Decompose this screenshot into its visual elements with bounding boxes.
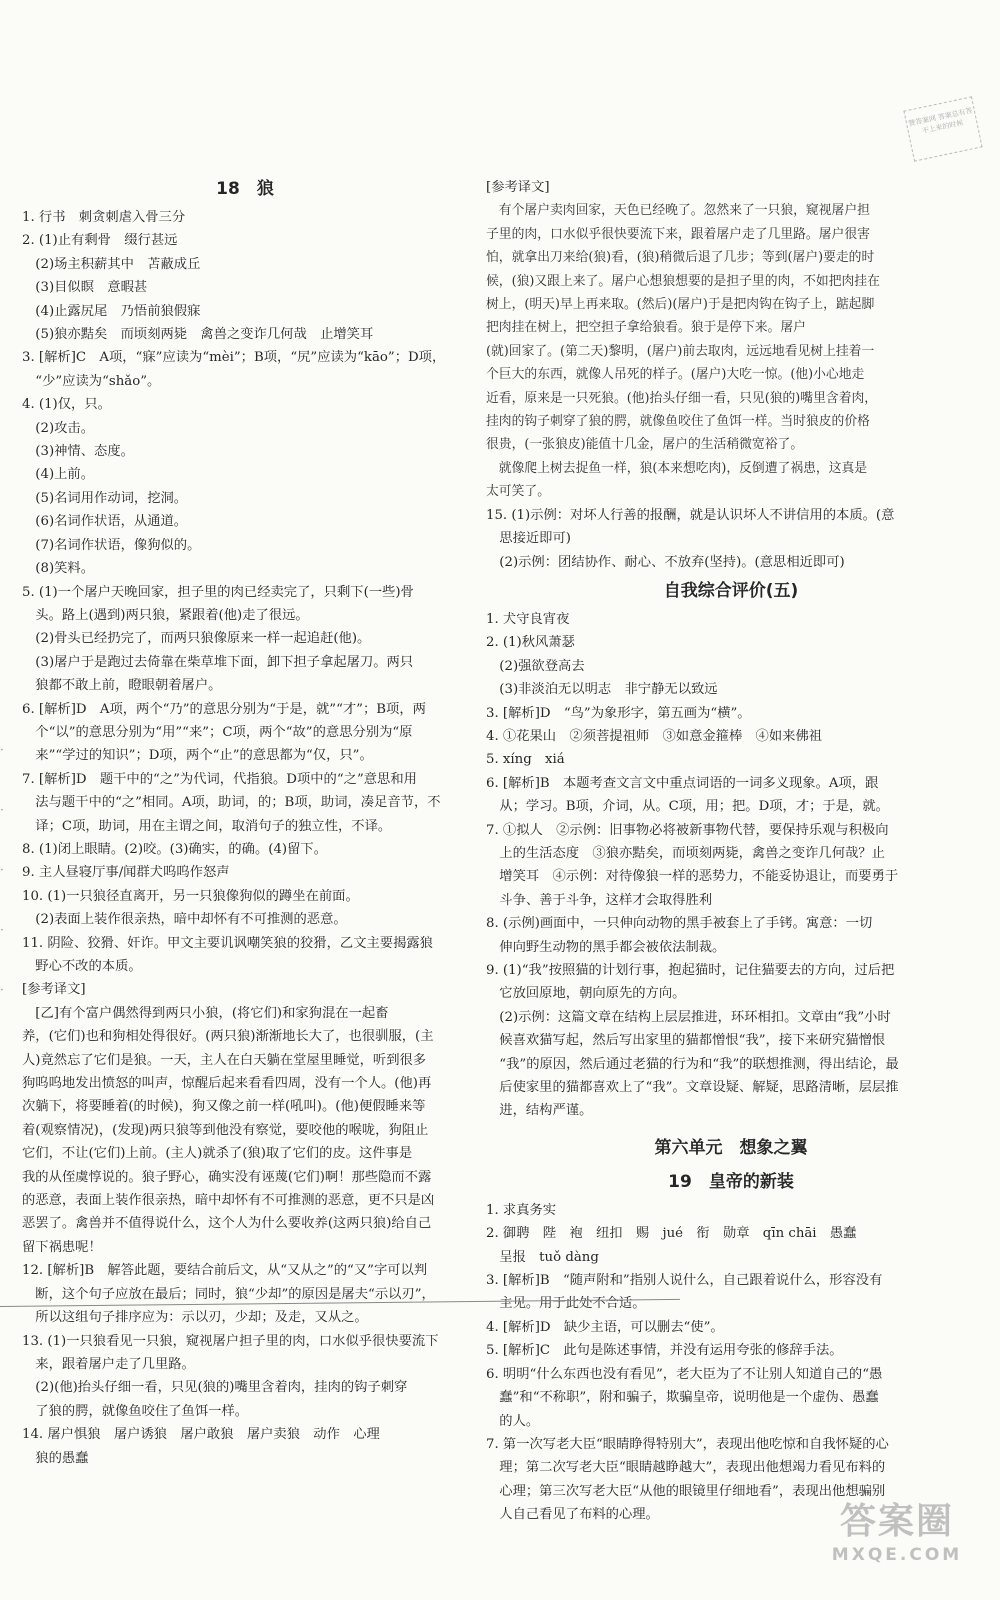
- answer-line: 树上，(明天)早上再来取。(然后)(屠户)于是把肉钩在钩子上，踮起脚: [486, 297, 875, 313]
- stamp-text: 赞答案网 答案总有答不上来的时候: [907, 106, 974, 136]
- answer-line: (2)攻击。: [22, 420, 95, 436]
- answer-line: 太可笑了。: [486, 484, 550, 500]
- corner-stamp: [903, 96, 982, 161]
- answer-line: 狼都不敢上前，瞪眼朝着屠户。: [22, 678, 222, 694]
- answer-line: 3. [解析]D “鸟”为象形字，第五画为“横”。: [486, 705, 751, 721]
- answer-line: 有个屠户卖肉回家，天色已经晚了。忽然来了一只狼，窥视屠户担: [486, 203, 870, 219]
- answer-line: 子里的肉，口水似乎很快要流下来，跟着屠户走了几里路。屠户很害: [486, 226, 870, 242]
- answer-line: 后使家里的猫都喜欢上了“我”。文章设疑、解疑，思路清晰，层层推: [486, 1080, 899, 1096]
- answer-line: 我的从侄虞惇说的。狼子野心，确实没有诬蔑(它们)啊！那些隐而不露: [22, 1169, 432, 1185]
- answer-line: 蠢”和“不称职”，附和骗子，欺骗皇帝，说明他是一个虚伪、愚蠢: [486, 1390, 879, 1406]
- answer-line: (4)上前。: [22, 467, 95, 483]
- left-column: [22, 172, 468, 1470]
- answer-line: 人自己看见了布料的心理。: [486, 1507, 659, 1523]
- answer-line: 候喜欢猫写起，然后写出家里的猫都憎恨“我”，接下来研究猫憎恨: [486, 1033, 886, 1049]
- answer-line: 把肉挂在树上，把空担子拿给狼看。狼于是停下来。屠户: [486, 320, 806, 336]
- answer-line: 3. [解析]C A项，“寐”应读为“mèi”；B项，“尻”应读为“kāo”；D项，: [22, 350, 446, 366]
- answer-line: 思接近即可): [486, 531, 571, 547]
- answer-line: 上的生活态度 ③狼亦黠矣，而顷刻两毙，禽兽之变诈几何哉？止: [486, 845, 885, 861]
- answer-line: 呈报 tuǒ dàng: [486, 1249, 599, 1265]
- answer-line: (8)笑料。: [22, 561, 95, 577]
- answer-line: 2. (1)秋风萧瑟: [486, 635, 575, 651]
- answer-line: 它放回原地，朝向原先的方向。: [486, 986, 686, 1002]
- answer-line: 很贵，(一张狼皮)能值十几金，屠户的生活稍微宽裕了。: [486, 437, 804, 453]
- answer-line: 个巨大的东西，就像人吊死的样子。(屠户)大吃一惊。(他)小心地走: [486, 367, 865, 383]
- answer-line: 进，结构严谨。: [486, 1103, 593, 1119]
- answer-line: 6. 明明“什么东西也没有看见”，老大臣为了不让别人知道自己的“愚: [486, 1366, 883, 1382]
- answer-line: 4. (1)仅，只。: [22, 397, 111, 413]
- answer-line: 近看，原来是一只死狼。(他)抬头仔细一看，只见(狼的)嘴里含着肉，: [486, 390, 878, 406]
- answer-line: 9. (1)“我”按照猫的计划行事，抱起猫时，记住猫要去的方向，过后把: [486, 963, 895, 978]
- answer-line: (3)屠户于是跑过去倚靠在柴草堆下面，卸下担子拿起屠刀。两只: [22, 654, 414, 670]
- answer-line: 7. [解析]D 题干中的“之”为代词，代指狼。D项中的“之”意思和用: [22, 771, 417, 787]
- answer-line: “我”的原因，然后通过老猫的行为和“我”的联想推测，得出结论，最: [486, 1056, 899, 1072]
- self-review-answers: [486, 608, 976, 1123]
- lesson-19-answers: [486, 1199, 976, 1527]
- lesson-18-title: 18 狼: [216, 179, 274, 199]
- answer-line: (就)回家了。(第二天)黎明，(屠户)前去取肉，远远地看见树上挂着一: [486, 343, 875, 359]
- answer-line: 4. ①花果山 ②须菩提祖师 ③如意金箍棒 ④如来佛祖: [486, 728, 823, 744]
- answer-line: 12. [解析]B 解答此题，要结合前后文，从“又从之”的“又”字可以判: [22, 1263, 428, 1279]
- answer-line: (2)(他)抬头仔细一看，只见(狼的)嘴里含着肉，挂肉的钩子刺穿: [22, 1380, 408, 1396]
- answer-line: 14. 屠户惧狼 屠户诱狼 屠户敢狼 屠户卖狼 动作 心理: [22, 1427, 380, 1443]
- answer-line: 来，跟着屠户走了几里路。: [22, 1356, 195, 1372]
- answer-line: 理；第二次写老大臣“眼睛越睁越大”，表现出他想竭力看见布料的: [486, 1460, 886, 1476]
- answer-line: 6. [解析]D A项，两个“乃”的意思分别为“于是，就”“才”；B项，两: [22, 701, 426, 717]
- answer-line: 11. 阴险、狡猾、奸诈。甲文主要讥讽嘲笑狼的狡猾，乙文主要揭露狼: [22, 935, 433, 951]
- right-column: [486, 176, 976, 1527]
- answer-line: 法与题干中的“之”相同。A项，助词，的；B项，助词，凑足音节，不: [22, 795, 441, 811]
- answer-line: 2. 御聘 陛 袍 纽扣 赐 jué 衔 勋章 qīn chāi 愚蠢: [486, 1226, 857, 1242]
- left-answer-list: [22, 206, 468, 1470]
- answer-line: 伸向野生动物的黑手都会被依法制裁。: [486, 939, 726, 955]
- answer-line: (2)骨头已经扔完了，而两只狼像原来一样一起追赶(他)。: [22, 631, 371, 647]
- answer-line: (7)名词作状语，像狗似的。: [22, 537, 201, 553]
- answer-line: 1. 犬守良宵夜: [486, 611, 570, 627]
- answer-line: 8. (1)闭上眼睛。(2)咬。(3)确实，的确。(4)留下。: [22, 841, 328, 857]
- answer-line: 1. 行书 刺贪刺虐入骨三分: [22, 210, 186, 225]
- watermark-logo: [812, 1500, 982, 1570]
- answer-line: 怕，就拿出刀来给(狼)看，(狼)稍微后退了几步；等到(屠户)要走的时: [486, 250, 875, 266]
- answer-line: (2)强欲登高去: [486, 658, 585, 674]
- answer-line: 所以这组句子排序应为：示以刃，少却；及走，又从之。: [22, 1310, 368, 1326]
- answer-line: 译；C项，助词，用在主谓之间，取消句子的独立性，不译。: [22, 818, 392, 834]
- answer-line: 6. [解析]B 本题考查文言文中重点词语的一词多义现象。A项，跟: [486, 775, 879, 791]
- answer-line: 8. (示例)画面中，一只伸向动物的黑手被套上了手铐。寓意：一切: [486, 916, 873, 932]
- answer-line: (6)名词作状语，从通道。: [22, 514, 188, 530]
- answer-line: “少”应读为“shǎo”。: [22, 373, 161, 389]
- lesson-19-title: 19 皇帝的新装: [668, 1171, 794, 1192]
- answer-line: (4)止露尻尾 乃悟前狼假寐: [22, 303, 201, 319]
- answer-line: 5. [解析]C 此句是陈述事情，并没有运用夸张的修辞手法。: [486, 1343, 843, 1359]
- answer-line: (3)神情、态度。: [22, 444, 134, 460]
- answer-line: 10. (1)一只狼径直离开，另一只狼像狗似的蹲坐在前面。: [22, 888, 359, 904]
- reference-translation-label: [参考译文]: [486, 180, 550, 195]
- answer-line: 候，(狼)又跟上来了。屠户心想狼想要的是担子里的肉，不如把肉挂在: [486, 273, 880, 289]
- answer-line: 次躺下，将要睡着(的时候)，狗又像之前一样(吼叫)。(他)便假睡来等: [22, 1099, 426, 1115]
- answer-line: (5)狼亦黠矣 而顷刻两毙 禽兽之变诈几何哉 止增笑耳: [22, 327, 374, 343]
- answer-line: 了狼的腭，就像鱼咬住了鱼饵一样。: [22, 1403, 249, 1419]
- answer-line: (2)示例：这篇文章在结构上层层推进，环环相扣。文章由“我”小时: [486, 1009, 891, 1025]
- answer-line: 主见。用于此处不合适。: [486, 1296, 646, 1312]
- answer-line: 7. 第一次写老大臣“眼睛睁得特别大”，表现出他吃惊和自我怀疑的心: [486, 1436, 889, 1452]
- answer-line: 留下祸患呢！: [22, 1239, 102, 1255]
- answer-line: 7. ①拟人 ②示例：旧事物必将被新事物代替，要保持乐观与积极向: [486, 822, 889, 838]
- answer-line: 挂肉的钩子刺穿了狼的腭，就像鱼咬住了鱼饵一样。当时狼皮的价格: [486, 414, 870, 430]
- answer-line: 来”“学过的知识”；D项，两个“止”的意思都为“仅，只”。: [22, 748, 373, 764]
- reference-translation: [486, 199, 976, 503]
- answer-line: (3)非淡泊无以明志 非宁静无以致远: [486, 682, 718, 698]
- watermark-site: MXQE.COM: [831, 1545, 963, 1565]
- answer-line: (2)示例：团结协作、耐心、不放弃(坚持)。(意思相近即可): [486, 554, 845, 570]
- answer-line: 狗呜呜地发出愤怒的叫声，惊醒后起来看看四周，没有一个人。(他)再: [22, 1076, 432, 1092]
- answer-line: 的恶意，表面上装作很亲热，暗中却怀有不可推测的恶意，更不只是凶: [22, 1193, 435, 1209]
- answer-line: 5. (1)一个屠户天晚回家，担子里的肉已经卖完了，只剩下(一些)骨: [22, 584, 414, 600]
- answer-line: [参考译文]: [22, 982, 86, 998]
- answer-line: 1. 求真务实: [486, 1202, 557, 1218]
- answer-line: 狼的愚蠢: [22, 1450, 89, 1466]
- answer-line: [乙]有个富户偶然得到两只小狼，(将它们)和家狗混在一起畜: [22, 1005, 389, 1021]
- answer-line: 个“以”的意思分别为“用”“来”；C项，两个“故”的意思分别为“原: [22, 724, 413, 740]
- answer-line: 就像爬上树去捉鱼一样，狼(本来想吃肉)，反倒遭了祸患，这真是: [486, 460, 868, 476]
- answer-line: 的人。: [486, 1413, 540, 1429]
- answer-line: 断，这个句子应放在最后；同时，狼“少却”的原因是屠夫“示以刃”，: [22, 1286, 435, 1302]
- answer-line: 着(观察情况)，(发现)两只狼等到他没有察觉，要咬他的喉咙，狗阻止: [22, 1122, 429, 1138]
- left-margin-marks: · · · · ·: [0, 743, 4, 997]
- answer-line: 5. xíng xiá: [486, 752, 565, 768]
- answer-line: 9. 主人昼寝厅事/闻群犬呜呜作怒声: [22, 865, 230, 881]
- answer-line: 人)竟然忘了它们是狼。一天，主人在白天躺在堂屋里睡觉，听到很多: [22, 1052, 427, 1068]
- unit-six-title: 第六单元 想象之翼: [654, 1137, 808, 1158]
- answer-line: 增笑耳 ④示例：对待像狼一样的恶势力，不能妥协退让，而要勇于: [486, 869, 899, 885]
- answer-line: (2)场主积薪其中 苫蔽成丘: [22, 256, 201, 272]
- answer-line: 头。路上(遇到)两只狼，紧跟着(他)走了很远。: [22, 607, 309, 623]
- answer-line: 3. [解析]B “随声附和”指别人说什么，自己跟着说什么，形容没有: [486, 1273, 883, 1289]
- answer-line: 野心不改的本质。: [22, 959, 142, 974]
- answer-line: 它们，不让(它们)上前。(主人)就杀了(狼)取了它们的皮。这件事是: [22, 1146, 413, 1162]
- self-review-title: 自我综合评价(五): [663, 580, 799, 601]
- answer-line: (5)名词用作动词，挖洞。: [22, 490, 188, 506]
- answer-line: 养，(它们)也和狗相处得很好。(两只狼)渐渐地长大了，也很驯服，(主: [22, 1029, 434, 1045]
- answer-line: 斗争、善于斗争，这样才会取得胜利: [486, 892, 713, 908]
- answer-line: 恶罢了。禽兽并不值得说什么，这个人为什么要收养(这两只狼)给自己: [22, 1216, 432, 1232]
- answer-line: 从；学习。B项，介词，从。C项，用；把。D项，才；于是，就。: [486, 799, 889, 815]
- answer-line: (3)目似瞑 意暇甚: [22, 280, 148, 296]
- question-15-answers: [486, 504, 976, 574]
- answer-line: 13. (1)一只狼看见一只狼，窥视屠户担子里的肉，口水似乎很快要流下: [22, 1333, 439, 1349]
- answer-line: 4. [解析]D 缺少主语，可以删去“使”。: [486, 1319, 724, 1335]
- watermark-brand: 答案圈: [839, 1501, 954, 1542]
- answer-line: 2. (1)止有剩骨 缀行甚远: [22, 233, 178, 249]
- answer-line: (2)表面上装作很亲热，暗中却怀有不可推测的恶意。: [22, 912, 347, 928]
- answer-line: 心理；第三次写老大臣“从他的眼镜里仔细地看”，表现出他想骗别: [486, 1483, 886, 1499]
- answer-line: 15. (1)示例：对坏人行善的报酬，就是认识坏人不讲信用的本质。(意: [486, 507, 895, 523]
